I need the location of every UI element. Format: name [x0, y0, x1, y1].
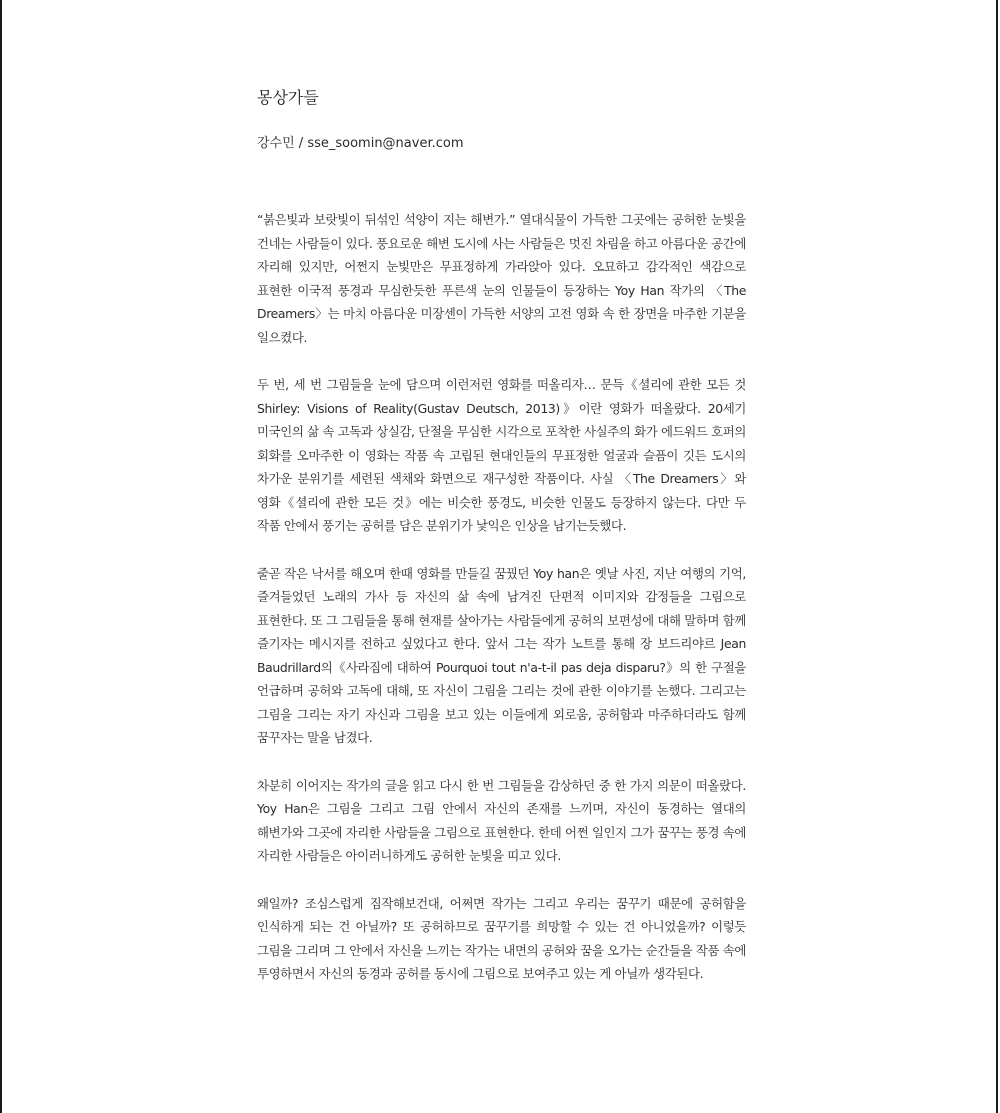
- paragraph-3: 줄곧 작은 낙서를 해오며 한때 영화를 만들길 꿈꿨던 Yoy han은 옛날 사진, 지난 여행의 기억, 즐겨들었던 노래의 가사 등 자신의 삶 속에 남겨진 단편적 이미지와 감정들을 그림으로 표현한다. 또 그 그림들을 통해 현재를 살아가는 사람들에게 공허의 보편성에 대해 말하며 함께 즐기자는 메시지를 전하고 싶었다고 한다. 앞서 그는 작가 노트를 통해 장 보드리야르 Jean Baudrillard의《사라짐에 대하여 Pourquoi tout n'a-t-il pas deja disparu?》의 한 구절을 언급하며 공허와 고독에 대해, 또 자신이 그림을 그리는 것에 관한 이야기를 논했다. 그리고는 그림을 그리는 자기 자신과 그림을 보고 있는 이들에게 외로움, 공허함과 마주하더라도 함께 꿈꾸자는 말을 남겼다.: [257, 565, 746, 745]
- author-byline: 강수민 / sse_soomin@naver.com: [257, 136, 464, 151]
- article: [257, 84, 746, 1010]
- article-body: [257, 208, 746, 986]
- paragraph-1: “붉은빛과 보랏빛이 뒤섞인 석양이 지는 해변가.” 열대식물이 가득한 그곳에는 공허한 눈빛을 건네는 사람들이 있다. 풍요로운 해변 도시에 사는 사람들은 멋진 차림을 하고 아름다운 공간에 자리해 있지만, 어쩐지 눈빛만은 무표정하게 가라앉아 있다. 오묘하고 감각적인 색감으로 표현한 이국적 풍경과 무심한듯한 푸른색 눈의 인물들이 등장하는 Yoy Han 작가의 〈The Dreamers〉는 마치 아름다운 미장센이 가득한 서양의 고전 영화 속 한 장면을 마주한 기분을 일으켰다.: [257, 212, 746, 345]
- paragraph-5: 왜일까? 조심스럽게 짐작해보건대, 어쩌면 작가는 그리고 우리는 꿈꾸기 때문에 공허함을 인식하게 되는 건 아닐까? 또 공허하므로 꿈꾸기를 희망할 수 있는 건 아니었을까? 이렇듯 그림을 그리며 그 안에서 자신을 느끼는 작가는 내면의 공허와 꿈을 오가는 순간들을 작품 속에 투영하면서 자신의 동경과 공허를 동시에 그림으로 보여주고 있는 게 아닐까 생각된다.: [257, 895, 746, 981]
- paragraph-4: 차분히 이어지는 작가의 글을 읽고 다시 한 번 그림들을 감상하던 중 한 가지 의문이 떠올랐다. Yoy Han은 그림을 그리고 그림 안에서 자신의 존재를 느끼며, 자신이 동경하는 열대의 해변가와 그곳에 자리한 사람들을 그림으로 표현한다. 한데 어쩐 일인지 그가 꿈꾸는 풍경 속에 자리한 사람들은 아이러니하게도 공허한 눈빛을 띠고 있다.: [257, 777, 746, 863]
- article-title: 몽상가들: [257, 88, 319, 107]
- paragraph-2: 두 번, 세 번 그림들을 눈에 담으며 이런저런 영화를 떠올리자… 문득《셜리에 관한 모든 것 Shirley: Visions of Reality(Gustav Deutsch, 2013)》이란 영화가 떠올랐다. 20세기 미국인의 삶 속 고독과 상실감, 단절을 무심한 시각으로 포착한 사실주의 화가 에드워드 호퍼의 회화를 오마주한 이 영화는 작품 속 고립된 현대인들의 무표정한 얼굴과 슬픔이 깃든 도시의 차가운 분위기를 세련된 색채와 화면으로 재구성한 작품이다. 사실 〈The Dreamers〉와 영화《셜리에 관한 모든 것》에는 비슷한 풍경도, 비슷한 인물도 등장하지 않는다. 다만 두 작품 안에서 풍기는 공허를 담은 분위기가 낯익은 인상을 남기는듯했다.: [257, 377, 746, 533]
